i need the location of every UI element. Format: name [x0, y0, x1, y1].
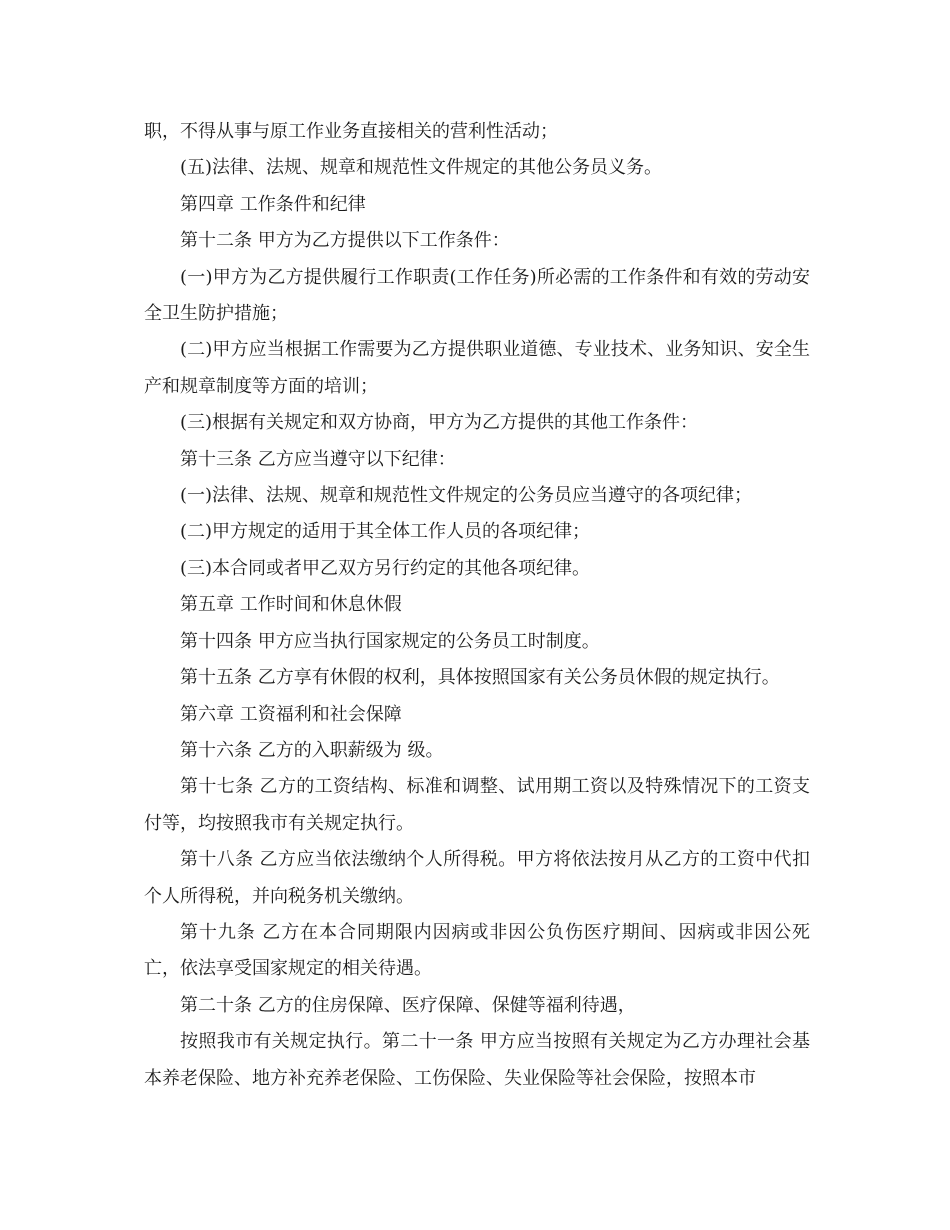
paragraph: (五)法律、法规、规章和规范性文件规定的其他公务员义务。 [180, 157, 663, 179]
chapter-heading: 第六章 工资福利和社会保障 [180, 703, 402, 725]
paragraph: (二)甲方应当根据工作需要为乙方提供职业道德、专业技术、业务知识、安全生产和规章制度等方面的培训； [144, 339, 810, 397]
paragraph: (一)法律、法规、规章和规范性文件规定的公务员应当遵守的各项纪律； [180, 485, 753, 507]
article-paragraph: 第十七条 乙方的工资结构、标准和调整、试用期工资以及特殊情况下的工资支付等，均按照我市有关规定执行。 [144, 776, 810, 834]
article-paragraph: 第十三条 乙方应当遵守以下纪律： [180, 448, 456, 470]
paragraph: (三)本合同或者甲乙双方另行约定的其他各项纪律。 [180, 557, 591, 579]
article-paragraph: 第十二条 甲方为乙方提供以下工作条件： [180, 230, 510, 252]
article-paragraph: 第十四条 甲方应当执行国家规定的公务员工时制度。 [180, 630, 600, 652]
paragraph: (三)根据有关规定和双方协商，甲方为乙方提供的其他工作条件： [180, 412, 699, 434]
chapter-heading: 第四章 工作条件和纪律 [180, 193, 366, 215]
article-paragraph: 第十八条 乙方应当依法缴纳个人所得税。甲方将依法按月从乙方的工资中代扣个人所得税，并向税务机关缴纳。 [144, 849, 810, 907]
paragraph: (二)甲方规定的适用于其全体工作人员的各项纪律； [180, 521, 591, 543]
chapter-heading: 第五章 工作时间和休息休假 [180, 594, 402, 616]
article-paragraph: 第十九条 乙方在本合同期限内因病或非因公负伤医疗期间、因病或非因公死亡，依法享受国家规定的相关待遇。 [144, 921, 810, 980]
article-paragraph: 按照我市有关规定执行。第二十一条 甲方应当按照有关规定为乙方办理社会基本养老保险、地方补充养老保险、工伤保险、失业保险等社会保险，按照本市 [144, 1031, 810, 1089]
paragraph: 职，不得从事与原工作业务直接相关的营利性活动； [144, 121, 558, 142]
article-paragraph: 第二十条 乙方的住房保障、医疗保障、保健等福利待遇， [180, 994, 636, 1016]
article-paragraph: 第十六条 乙方的入职薪级为 级。 [180, 739, 444, 761]
article-paragraph: 第十五条 乙方享有休假的权利，具体按照国家有关公务员休假的规定执行。 [180, 667, 780, 689]
paragraph: (一)甲方为乙方提供履行工作职责(工作任务)所必需的工作条件和有效的劳动安全卫生防护措施； [144, 266, 810, 325]
document-body [144, 114, 810, 1097]
